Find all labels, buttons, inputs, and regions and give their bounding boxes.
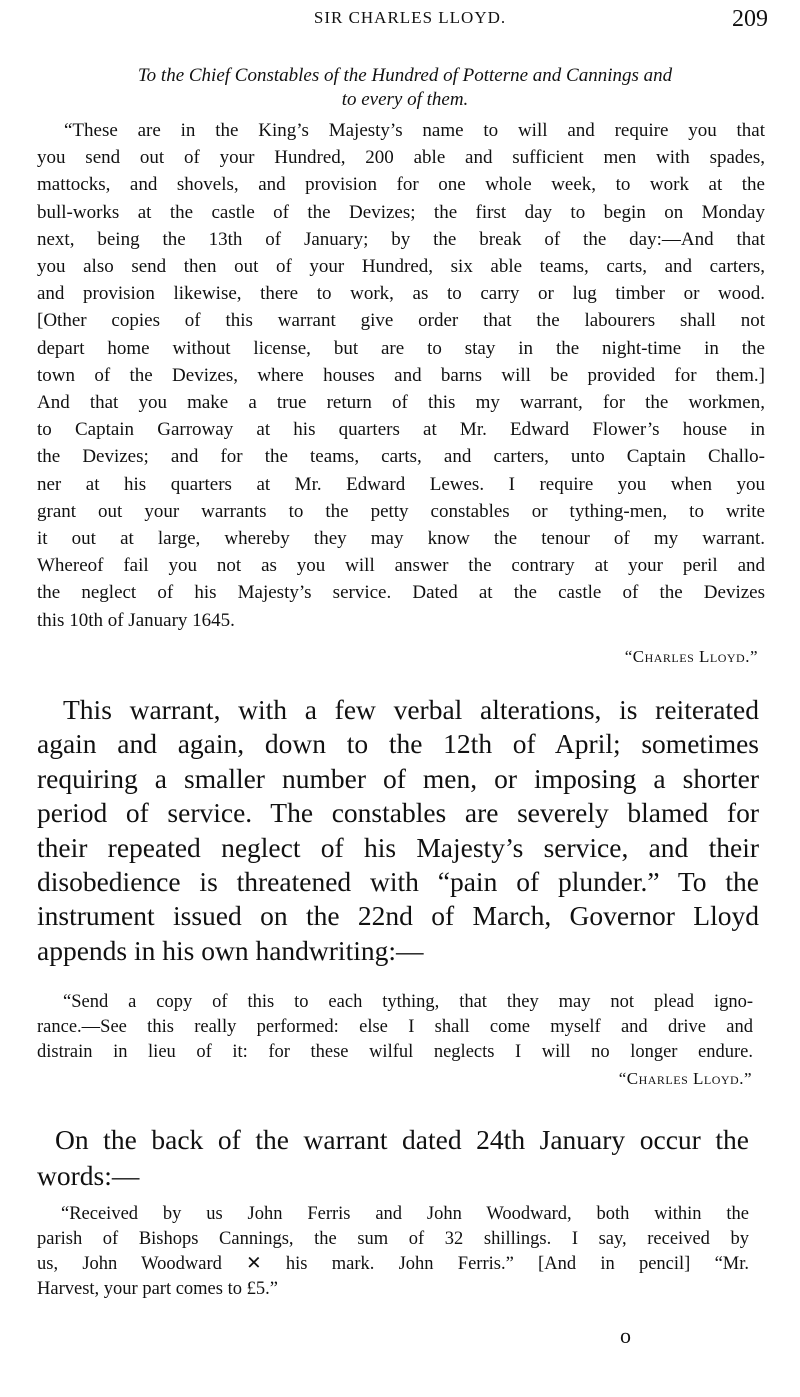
signature-mark: o [620,1323,631,1348]
text-line: [Other copies of this warrant give order that the labourers shall not [37,310,765,332]
text-line: next, being the 13th of January; by the break of the day:—And that [37,228,765,250]
text-line: the Devizes; and for the teams, carts, and carters, unto Captain Challo- [37,446,765,468]
text-line: to Captain Garroway at his quarters at Mr. Edward Flower’s house in [37,419,765,441]
text-line: disobedience is threatened with “pain of plunder.” To the [37,866,759,898]
text-line: depart home without license, but are to stay in the night-time in the [37,337,765,359]
text-line: appends in his own handwriting:— [37,934,424,966]
running-title: SIR CHARLES LLOYD. [313,8,507,27]
text-line: words:— [37,1160,140,1191]
text-line: again and again, down to the 12th of April; sometimes [37,728,759,760]
body-paragraph-1 [37,693,759,968]
text-line: you also send then out of your Hundred, six able teams, carts, and carters, [37,256,765,278]
text-line: “Send a copy of this to each tything, that they may not plead igno- [63,992,753,1012]
text-line: To the Chief Constables of the Hundred of Potterne and Cannings and [137,65,673,86]
text-line: to every of them. [341,89,469,110]
text-line: On the back of the warrant dated 24th January occur the [55,1124,749,1155]
text-line: rance.—See this really performed: else I shall come myself and drive and [37,1017,753,1037]
body-paragraph-2 [37,1122,749,1194]
text-line: instrument issued on the 22nd of March, Governor Lloyd [37,900,759,932]
text-line: parish of Bishops Cannings, the sum of 32 shillings. I say, received by [37,1229,749,1249]
text-line: bull-works at the castle of the Devizes; the first day to begin on Monday [37,201,765,223]
text-line: requiring a smaller number of men, or imposing a shorter [37,762,759,794]
text-line: Whereof fail you not as you will answer the contrary at your peril and [37,555,765,577]
text-line: town of the Devizes, where houses and barns will be provided for them.] [37,364,765,386]
text-line: Harvest, your part comes to £5.” [37,1279,278,1299]
text-line: ner at his quarters at Mr. Edward Lewes. I require you when you [37,473,765,495]
text-line: the neglect of his Majesty’s service. Dated at the castle of the Devizes [37,582,765,604]
text-line: and provision likewise, there to work, as to carry or lug timber or wood. [37,283,765,305]
page-number: 209 [732,6,768,32]
text-line: distrain in lieu of it: for these wilful neglects I will no longer endure. [37,1042,753,1062]
text-line: it out at large, whereby they may know the tenour of my warrant. [37,528,765,550]
text-line: this 10th of January 1645. [37,609,235,631]
warrant-signature: “Charles Lloyd.” [624,647,758,666]
text-line: “Received by us John Ferris and John Woodward, both within the [61,1204,749,1224]
text-line: “These are in the King’s Majesty’s name to will and require you that [64,120,765,141]
text-line: This warrant, with a few verbal alterations, is reiterated [63,694,759,725]
text-line: mattocks, and shovels, and provision for one whole week, to work at the [37,174,765,196]
text-line: grant out your warrants to the petty constables or tything-men, to write [37,500,765,522]
warrant-quote [37,117,765,634]
text-line: And that you make a true return of this my warrant, for the workmen, [37,392,765,414]
text-line: their repeated neglect of his Majesty’s service, and their [37,831,759,863]
receipt-quote [37,1202,749,1302]
handwritten-note-quote [37,990,753,1065]
note-signature: “Charles Lloyd.” [618,1069,752,1088]
text-line: period of service. The constables are severely blamed for [37,797,759,829]
text-line: you send out of your Hundred, 200 able and sufficient men with spades, [37,147,765,169]
address-heading [40,64,770,112]
text-line: us, John Woodward ✕ his mark. John Ferris.” [And in pencil] “Mr. [37,1254,749,1274]
